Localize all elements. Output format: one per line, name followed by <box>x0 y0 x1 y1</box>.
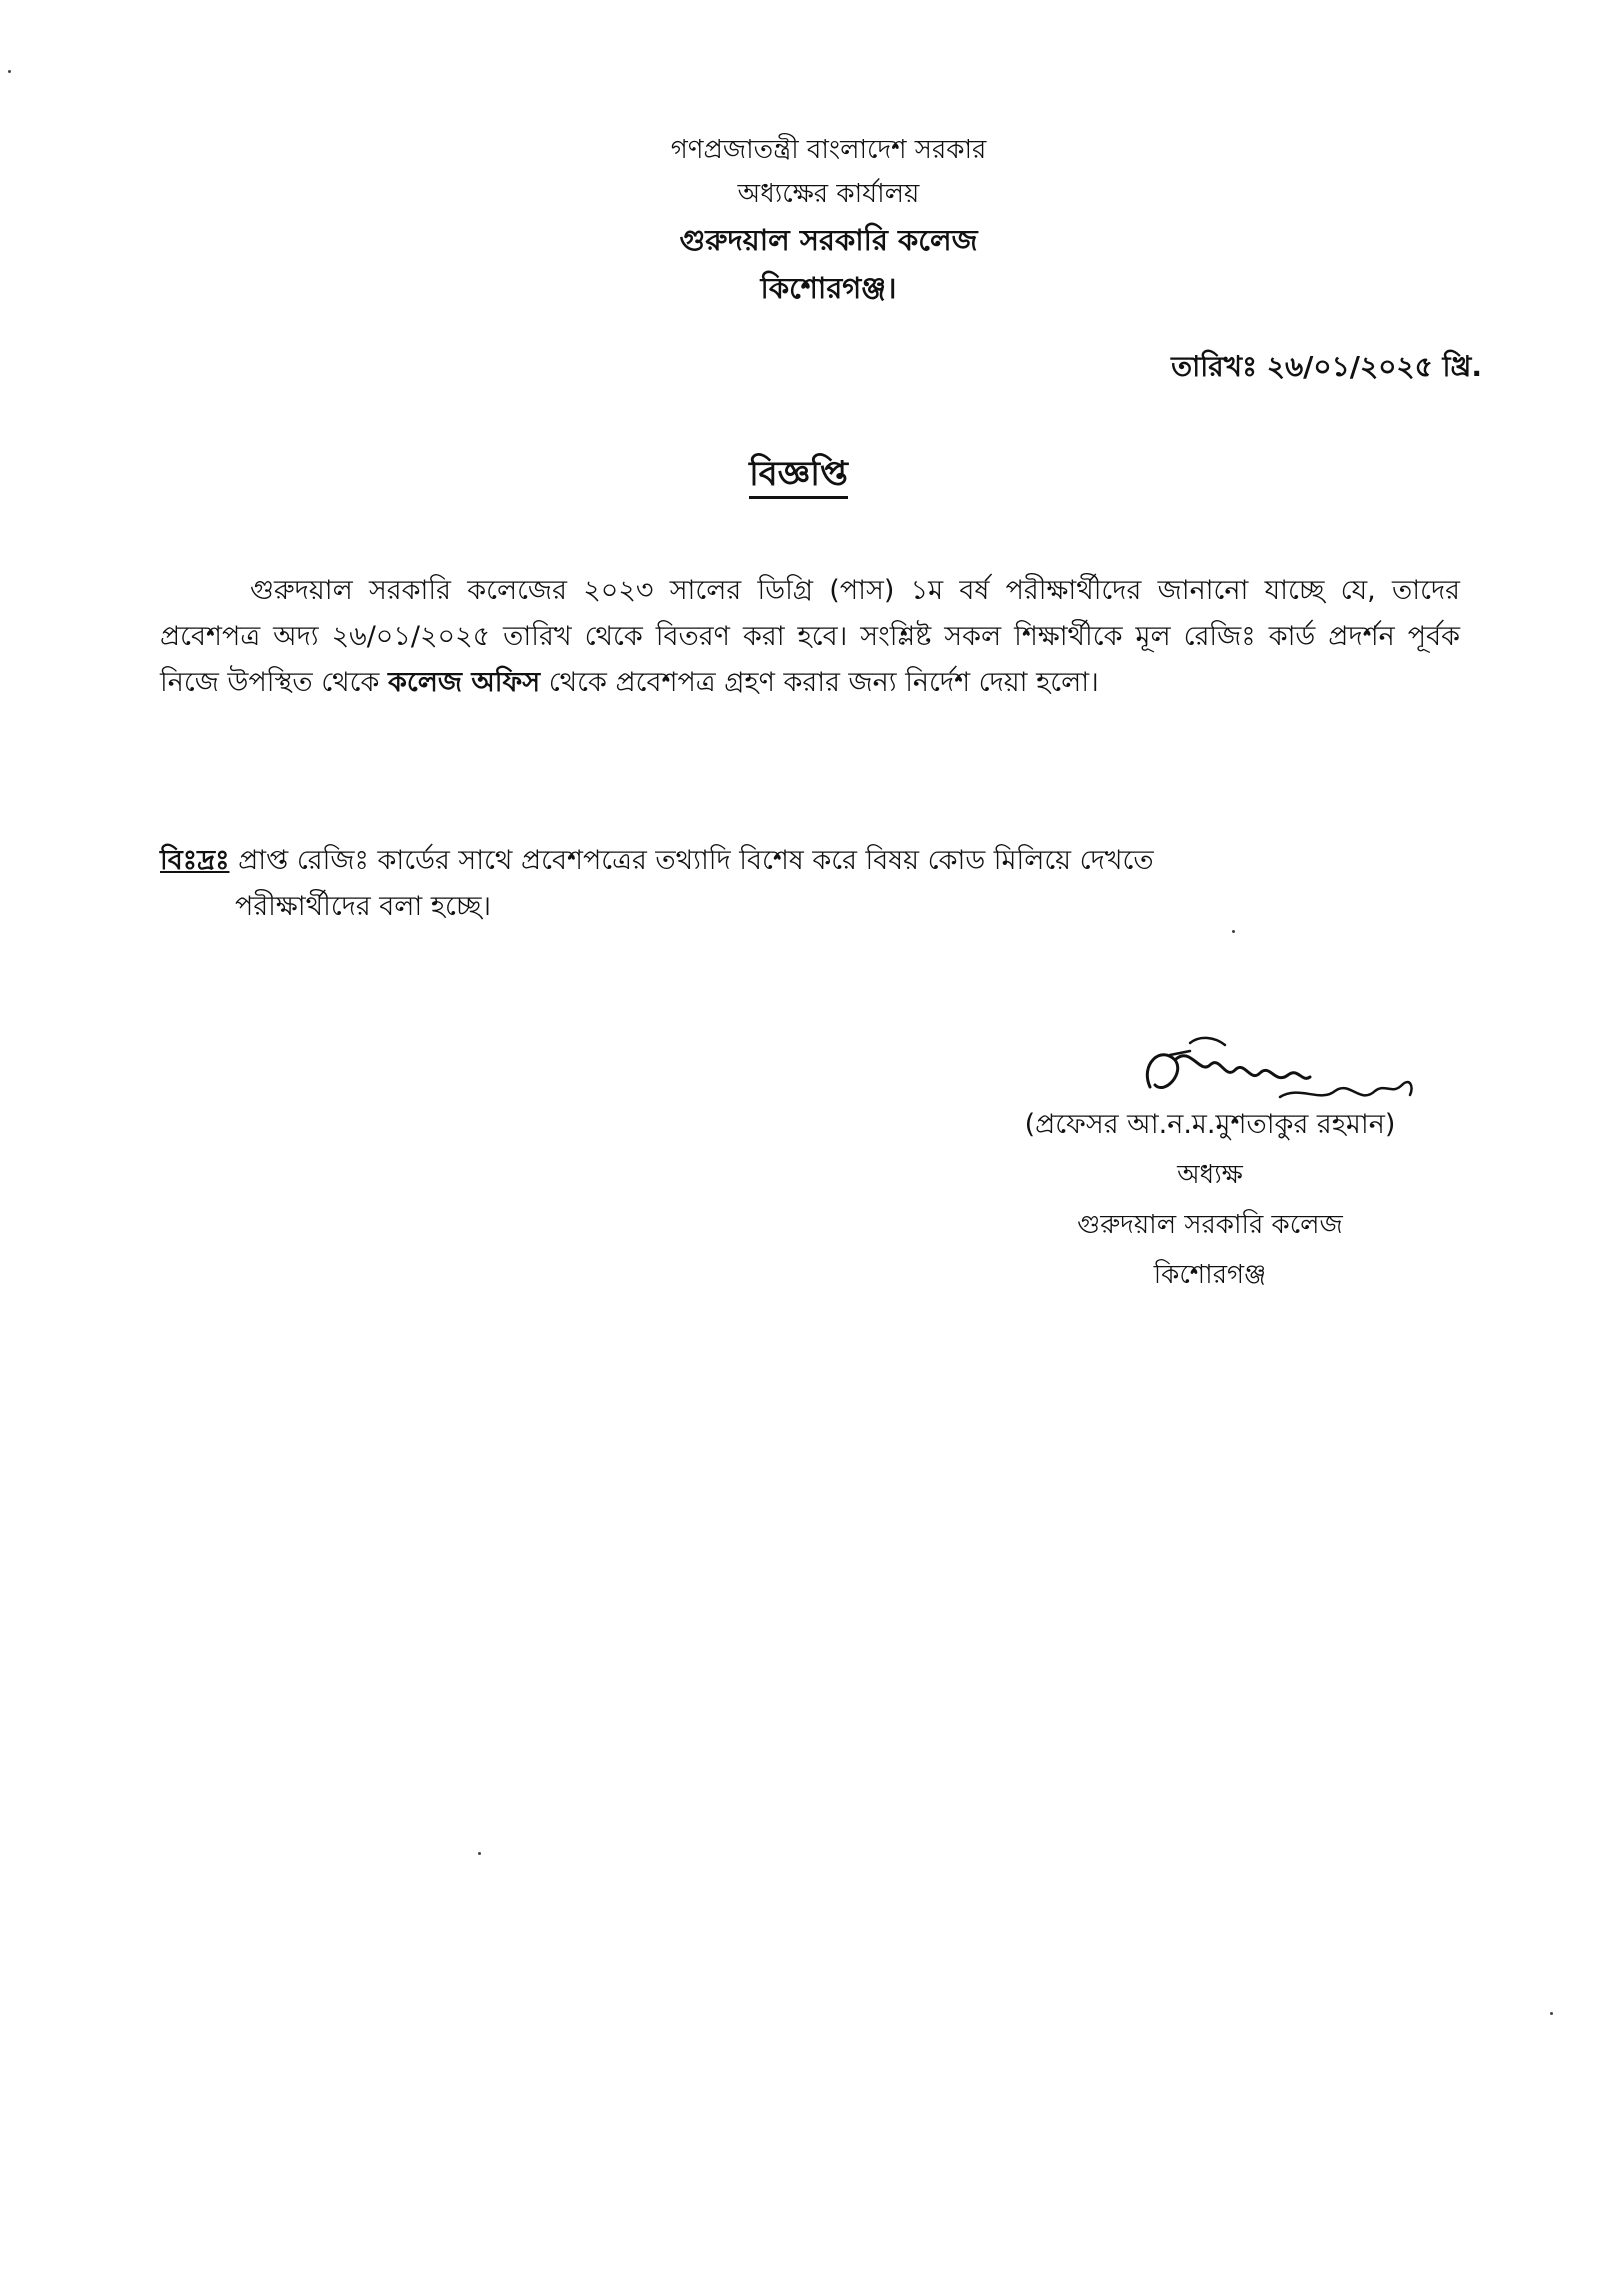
scan-speck <box>8 70 11 73</box>
office-line: অধ্যক্ষের কার্যালয় <box>737 179 920 209</box>
note-text-1: প্রাপ্ত রেজিঃ কার্ডের সাথে প্রবেশপত্রের তথ্যাদি বিশেষ করে বিষয় কোড মিলিয়ে দেখতে <box>238 845 1154 876</box>
body-text-1: গুরুদয়াল সরকারি কলেজের ২০২৩ সালের ডিগ্রি (পাস) ১ম বর্ষ পরীক্ষার্থীদের জানানো যাচ্ছে যে, তাদের প্রবেশপত্র অদ্য ২৬/০১/২০২৫ তারিখ থেকে বিতরণ করা হবে। সংশ্লিষ্ট সকল শিক্ষার্থীকে মূল রেজিঃ কার্ড প্রদর্শন পূর্বক নিজে উপস্থিত থেকে <box>160 575 1460 698</box>
scan-speck <box>478 1852 481 1855</box>
government-line: গণপ্রজাতন্ত্রী বাংলাদেশ সরকার <box>670 135 987 165</box>
notice-heading <box>0 448 1597 505</box>
note-label: বিঃদ্রঃ <box>160 845 230 876</box>
scan-speck <box>1550 2012 1553 2015</box>
signatory-college: গুরুদয়াল সরকারি কলেজ <box>1077 1210 1343 1240</box>
note-line-2: পরীক্ষার্থীদের বলা হচ্ছে। <box>235 891 492 922</box>
signatory-name: (প্রফেসর আ.ন.ম.মুশতাকুর রহমান) <box>1024 1109 1396 1140</box>
signatory-designation: অধ্যক্ষ <box>1177 1160 1243 1190</box>
notice-date: তারিখঃ ২৬/০১/২০২৫ খ্রি. <box>1171 350 1482 383</box>
body-bold-text: কলেজ অফিস <box>388 667 541 698</box>
notice-body <box>160 568 1460 706</box>
notice-title-text: বিজ্ঞপ্তি <box>749 454 848 499</box>
note-block <box>160 838 1460 930</box>
scan-speck <box>1232 930 1235 933</box>
college-location: কিশোরগঞ্জ। <box>760 271 897 305</box>
note-line-1 <box>160 838 1460 884</box>
letterhead <box>0 128 1597 312</box>
signatory-location: কিশোরগঞ্জ <box>1153 1260 1267 1290</box>
signatory-block <box>930 1100 1490 1300</box>
college-name: গুরুদয়াল সরকারি কলেজ <box>679 223 978 257</box>
body-text-2: থেকে প্রবেশপত্র গ্রহণ করার জন্য নির্দেশ দেয়া হলো। <box>548 667 1099 698</box>
